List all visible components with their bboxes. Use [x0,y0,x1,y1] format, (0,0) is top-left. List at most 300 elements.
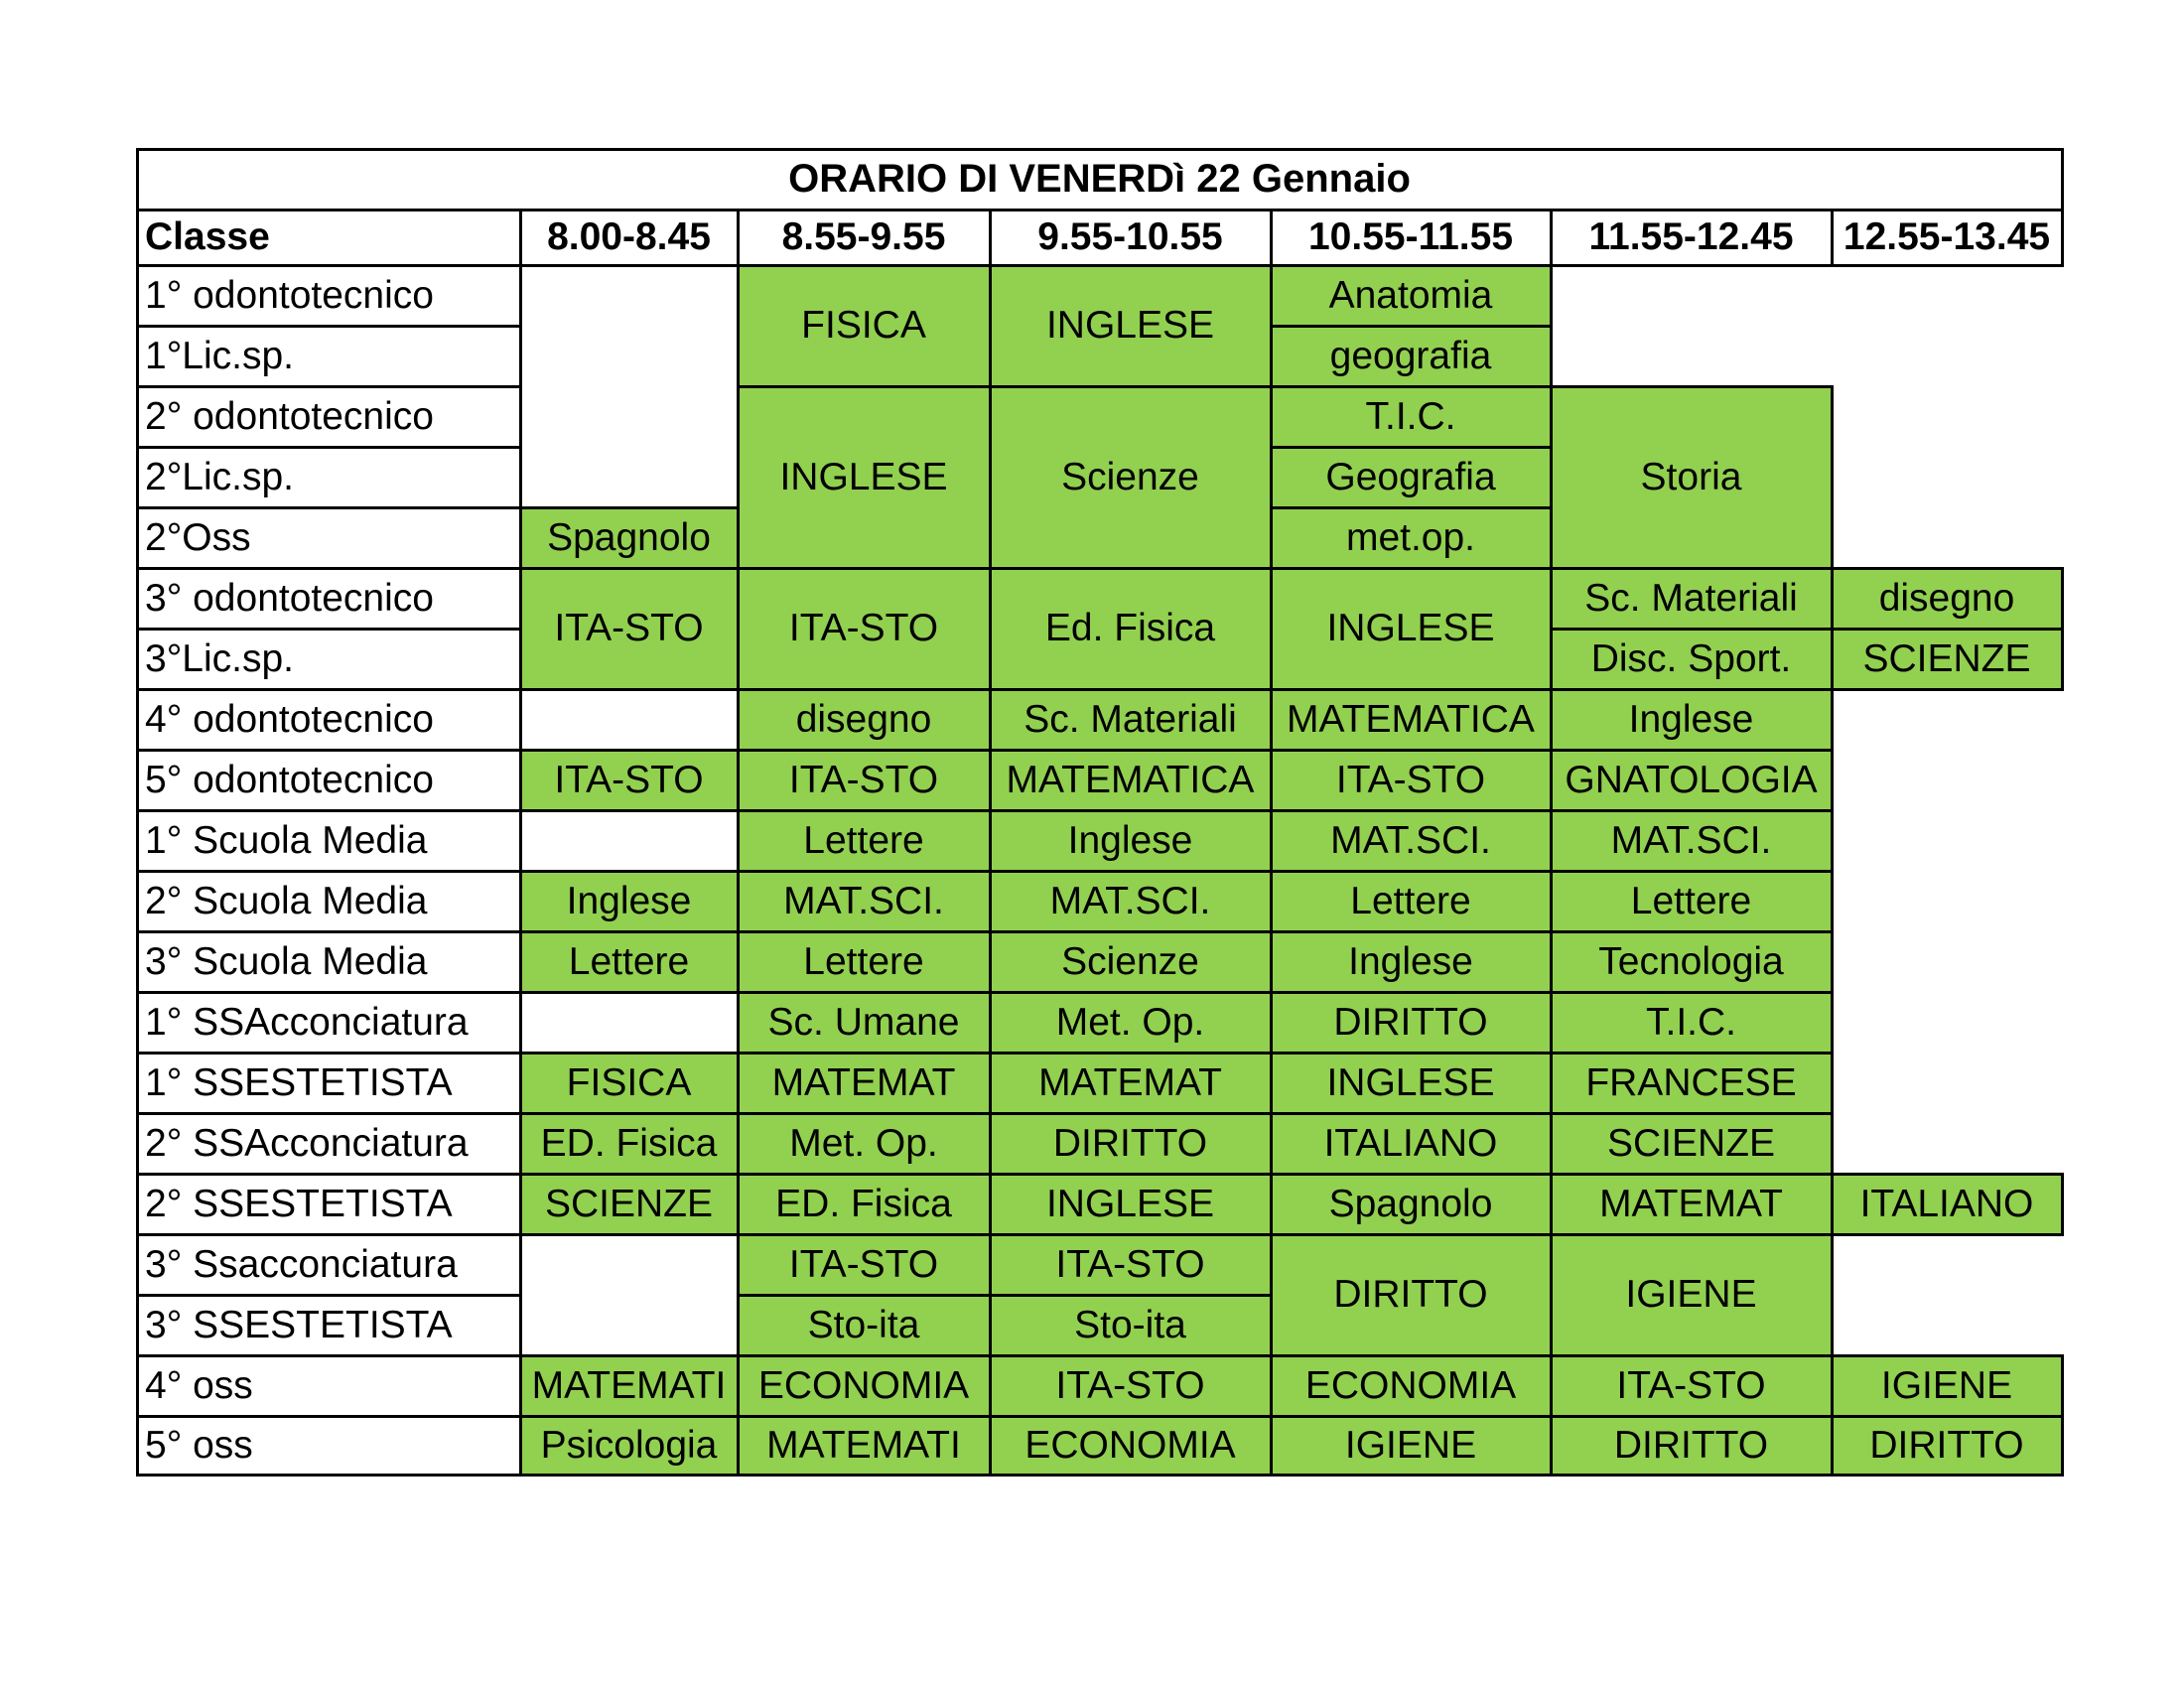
grid-line [519,749,522,812]
grid-line [1831,1112,1834,1176]
grid-line [1831,1173,2064,1176]
grid-line [1270,1474,1553,1477]
subject-cell: Sto-ita [738,1295,990,1355]
grid-line [989,385,1273,388]
subject-cell: Anatomia [1271,265,1551,326]
grid-line [737,1112,992,1115]
grid-line [519,1173,740,1176]
grid-line [737,1474,992,1477]
grid-line [1831,1415,1834,1477]
grid-line [1831,628,1834,691]
subject-cell: Inglese [1551,689,1832,750]
grid-line [1831,1354,1834,1418]
grid-line [1831,1233,1834,1357]
grid-line [136,1294,522,1297]
grid-line [1831,209,1834,267]
grid-line [737,688,740,752]
subject-cell: Scienze [990,931,1271,992]
grid-line [519,1415,522,1477]
grid-line [1270,688,1273,752]
grid-line [2061,1173,2064,1236]
grid-line [1550,1112,1834,1115]
grid-line [1550,1233,1553,1357]
subject-cell: ITA-STO [520,750,738,810]
subject-cell: disegno [738,689,990,750]
grid-line [1550,1415,1834,1418]
subject-cell: Lettere [738,931,990,992]
grid-line [737,809,992,812]
grid-line [136,1415,522,1418]
grid-line [1831,1415,2064,1418]
class-label: 4° odontotecnico [145,697,434,741]
grid-line [737,930,992,933]
grid-line [1270,809,1553,812]
grid-line [136,506,522,509]
grid-line [1831,930,1834,994]
grid-line [989,567,992,691]
subject-cell: MATEMAT [738,1053,990,1113]
subject-cell: SCIENZE [1832,629,2062,689]
grid-line [1831,688,2064,691]
grid-line [2061,567,2064,631]
subject-cell: ITA-STO [1271,750,1551,810]
grid-line [1550,1474,1834,1477]
grid-line [1270,1112,1273,1176]
subject-cell: INGLESE [738,386,990,568]
subject-cell: SCIENZE [520,1174,738,1234]
grid-line [737,567,740,691]
grid-line [989,870,1273,873]
subject-cell: ITALIANO [1271,1113,1551,1174]
grid-line [136,870,522,873]
header-cell: 8.55-9.55 [781,215,946,258]
header-cell: 8.00-8.45 [547,215,711,258]
subject-cell: ITA-STO [1551,1355,1832,1416]
grid-line [1550,628,1553,691]
grid-line [737,1294,740,1357]
grid-line [1550,567,1553,631]
subject-cell: Inglese [990,810,1271,871]
subject-cell: INGLESE [990,265,1271,386]
subject-cell: Lettere [1551,871,1832,931]
grid-line [1550,1173,1553,1236]
grid-line [1550,991,1553,1055]
grid-line [519,870,522,933]
grid-line [136,385,522,388]
grid-line [1270,991,1273,1055]
grid-line [989,688,992,752]
subject-cell: MATEMATI [520,1355,738,1416]
grid-line [519,1112,522,1176]
grid-line [1831,870,1834,933]
subject-cell: GNATOLOGIA [1551,750,1832,810]
grid-line [1831,1173,1834,1236]
subject-cell: Spagnolo [1271,1174,1551,1234]
class-label: 3°Lic.sp. [145,636,295,680]
class-label: 2° SSAcconciatura [145,1121,469,1165]
subject-cell: IGIENE [1832,1355,2062,1416]
grid-line [519,1052,522,1115]
class-label: 3° Scuola Media [145,939,428,983]
grid-line [1831,749,1834,812]
grid-line [1831,628,2064,631]
grid-line [1831,567,2064,570]
subject-cell: Storia [1551,386,1832,568]
grid-line [136,930,522,933]
page-title: ORARIO DI VENERDì 22 Gennaio [788,157,1411,201]
subject-cell: IGIENE [1551,1234,1832,1355]
grid-line [989,1052,992,1115]
class-label: 4° oss [145,1363,253,1407]
class-label: 2°Lic.sp. [145,455,295,498]
grid-line [737,1415,740,1477]
grid-line [1270,385,1553,388]
grid-line [737,567,992,570]
class-label: 3° Ssacconciatura [145,1242,458,1286]
class-label: 2°Oss [145,515,251,559]
subject-cell: Sc. Umane [738,992,990,1053]
grid-line [1270,264,1273,328]
subject-cell: ED. Fisica [738,1174,990,1234]
subject-cell: DIRITTO [990,1113,1271,1174]
grid-line [519,506,522,570]
grid-line [136,325,522,328]
grid-line [1270,1112,1553,1115]
grid-line [1550,870,1834,873]
grid-line [1270,930,1273,994]
grid-line [1550,688,1834,691]
grid-line [989,209,992,267]
subject-cell: Met. Op. [990,992,1271,1053]
subject-cell: ITALIANO [1832,1174,2062,1234]
grid-line [1550,264,1553,328]
subject-cell: Lettere [1271,871,1551,931]
table-border [136,148,2064,151]
subject-cell: ITA-STO [738,1234,990,1295]
class-label: 2° SSESTETISTA [145,1182,453,1225]
grid-line [989,385,992,570]
subject-cell: MAT.SCI. [990,871,1271,931]
grid-line [519,1052,740,1055]
grid-line [989,1354,1273,1357]
grid-line [737,1233,992,1236]
table-border [136,148,139,1477]
grid-line [737,1233,740,1297]
grid-line [1550,385,1553,570]
grid-line [1831,1474,2064,1477]
grid-line [1550,749,1834,752]
grid-line [1550,809,1834,812]
class-label: 3° odontotecnico [145,576,434,620]
grid-line [737,930,740,994]
grid-line [737,209,740,267]
subject-cell: FISICA [738,265,990,386]
grid-line [519,991,740,994]
grid-line [1550,628,1834,631]
grid-line [1831,991,1834,1055]
grid-line [989,1294,992,1357]
grid-line [519,1233,740,1236]
subject-cell: MATEMATI [738,1416,990,1475]
grid-line [2061,1354,2064,1418]
subject-cell: Spagnolo [520,507,738,568]
grid-line [1550,749,1553,812]
grid-line [989,749,992,812]
class-label: 2° odontotecnico [145,394,434,438]
subject-cell: ITA-STO [738,750,990,810]
subject-cell: ECONOMIA [990,1416,1271,1475]
subject-cell: met.op. [1271,507,1551,568]
subject-cell: Lettere [520,931,738,992]
subject-cell: Inglese [1271,931,1551,992]
grid-line [737,1112,740,1176]
subject-cell: ED. Fisica [520,1113,738,1174]
grid-line [1270,1354,1553,1357]
subject-cell: Met. Op. [738,1113,990,1174]
class-label: 5° odontotecnico [145,758,434,801]
grid-line [1270,506,1553,509]
grid-line [989,749,1273,752]
subject-cell: ITA-STO [990,1234,1271,1295]
grid-line [737,870,740,933]
subject-cell: ITA-STO [520,568,738,689]
header-cell: 9.55-10.55 [1037,215,1223,258]
grid-line [136,1354,522,1357]
subject-cell: MAT.SCI. [1271,810,1551,871]
grid-line [989,567,1273,570]
class-label: 3° SSESTETISTA [145,1303,453,1346]
grid-line [1831,1354,2064,1357]
grid-line [1550,870,1553,933]
grid-line [136,1112,522,1115]
grid-line [1550,1233,1834,1236]
grid-line [2061,628,2064,691]
grid-line [737,1415,992,1418]
header-cell: Classe [145,215,270,258]
subject-cell: IGIENE [1271,1416,1551,1475]
subject-cell: DIRITTO [1551,1416,1832,1475]
grid-line [737,991,740,1055]
grid-line [989,1354,992,1418]
subject-cell: DIRITTO [1832,1416,2062,1475]
table-border [2061,148,2064,267]
subject-cell: MAT.SCI. [738,871,990,931]
grid-line [519,1354,522,1418]
grid-line [1550,809,1553,873]
grid-line [1550,567,1834,570]
grid-line [1270,870,1553,873]
grid-line [1270,567,1553,570]
grid-line [989,930,992,994]
class-label: 2° Scuola Media [145,879,428,922]
grid-line [136,688,522,691]
grid-line [989,1112,992,1176]
header-cell: 10.55-11.55 [1307,215,1514,258]
subject-cell: Sc. Materiali [1551,568,1832,629]
grid-line [1270,1415,1273,1477]
grid-line [1270,446,1273,509]
grid-line [1550,209,1553,267]
subject-cell: DIRITTO [1271,992,1551,1053]
grid-line [1550,688,1553,752]
header-cell: 12.55-13.45 [1843,215,2051,258]
grid-line [737,1294,992,1297]
grid-line [1270,1173,1553,1176]
table-border [136,209,2064,211]
grid-line [989,809,1273,812]
grid-line [1270,385,1273,449]
subject-cell: ITA-STO [738,568,990,689]
grid-line [1270,506,1273,570]
grid-line [519,567,740,570]
grid-line [737,749,740,812]
grid-line [1270,446,1553,449]
grid-line [1550,1173,1834,1176]
subject-cell: geografia [1271,326,1551,386]
grid-line [1270,567,1273,691]
grid-line [136,446,522,449]
grid-line [1550,991,1834,994]
grid-line [519,1474,740,1477]
subject-cell: Sto-ita [990,1295,1271,1355]
grid-line [737,688,992,691]
grid-line [1270,809,1273,873]
grid-line [519,1354,740,1357]
grid-line [1550,1052,1834,1055]
grid-line [989,1294,1273,1297]
grid-line [1831,567,1834,631]
subject-cell: INGLESE [1271,1053,1551,1113]
grid-line [519,870,740,873]
class-label: 1° SSAcconciatura [145,1000,469,1044]
grid-line [1550,1415,1553,1477]
grid-line [1270,930,1553,933]
class-label: 1°Lic.sp. [145,334,295,377]
grid-line [519,1173,522,1236]
grid-line [1270,325,1553,328]
grid-line [1831,1052,1834,1115]
grid-line [1270,991,1553,994]
class-label: 1° Scuola Media [145,818,428,862]
subject-cell: FRANCESE [1551,1053,1832,1113]
grid-line [519,688,740,691]
grid-line [1270,1354,1273,1418]
grid-line [1270,870,1273,933]
subject-cell: MAT.SCI. [1551,810,1832,871]
subject-cell: MATEMATICA [1271,689,1551,750]
class-label: 1° SSESTETISTA [145,1060,453,1104]
grid-line [519,930,740,933]
grid-line [989,870,992,933]
subject-cell: Ed. Fisica [990,568,1271,689]
grid-line [136,1173,522,1176]
grid-line [1550,1354,1834,1357]
grid-line [1550,1112,1553,1176]
subject-cell: Sc. Materiali [990,689,1271,750]
grid-line [1831,385,1834,570]
grid-line [1550,325,1553,388]
subject-cell: ITA-STO [990,1355,1271,1416]
grid-line [1270,1233,1553,1236]
grid-line [737,264,740,388]
subject-cell: INGLESE [990,1174,1271,1234]
grid-line [519,567,522,691]
grid-line [989,1112,1273,1115]
grid-line [989,1233,992,1297]
subject-cell: MATEMAT [1551,1174,1832,1234]
grid-line [1831,809,1834,873]
grid-line [1550,1052,1553,1115]
grid-line [737,749,992,752]
grid-line [2061,1415,2064,1477]
subject-cell: ECONOMIA [1271,1355,1551,1416]
class-label: 1° odontotecnico [145,273,434,317]
grid-line [989,1173,1273,1176]
grid-line [989,688,1273,691]
grid-line [519,930,522,994]
grid-line [989,264,1273,267]
grid-line [136,991,522,994]
subject-cell: Inglese [520,871,738,931]
grid-line [1270,1173,1273,1236]
grid-line [737,991,992,994]
header-cell: 11.55-12.45 [1588,215,1794,258]
grid-line [989,991,992,1055]
grid-line [519,209,522,267]
grid-line [737,506,740,570]
grid-line [989,930,1273,933]
grid-line [1270,749,1273,812]
grid-line [136,628,522,631]
grid-line [989,1233,1273,1236]
grid-line [989,991,1273,994]
subject-cell: T.I.C. [1271,386,1551,447]
grid-line [737,1354,740,1418]
subject-cell: Lettere [738,810,990,871]
grid-line [1550,1354,1553,1418]
subject-cell: disegno [1832,568,2062,629]
grid-line [989,1474,1273,1477]
subject-cell: Psicologia [520,1416,738,1475]
grid-line [737,1052,992,1055]
grid-line [1550,385,1834,388]
grid-line [1270,688,1553,691]
grid-line [1831,688,1834,752]
grid-line [519,749,740,752]
grid-line [737,385,992,388]
grid-line [136,749,522,752]
grid-line [737,1354,992,1357]
grid-line [136,1052,522,1055]
grid-line [519,1112,740,1115]
grid-line [1270,1052,1553,1055]
grid-line [989,809,992,873]
grid-line [519,506,740,509]
grid-line [989,1052,1273,1055]
grid-line [1270,1052,1273,1115]
subject-cell: T.I.C. [1551,992,1832,1053]
subject-cell: SCIENZE [1551,1113,1832,1174]
grid-line [1270,749,1553,752]
grid-line [1831,1233,2064,1236]
grid-line [989,264,992,388]
grid-line [989,1173,992,1236]
subject-cell: FISICA [520,1053,738,1113]
grid-line [136,567,522,570]
grid-line [1270,1415,1553,1418]
grid-line [737,870,992,873]
subject-cell: Tecnologia [1551,931,1832,992]
